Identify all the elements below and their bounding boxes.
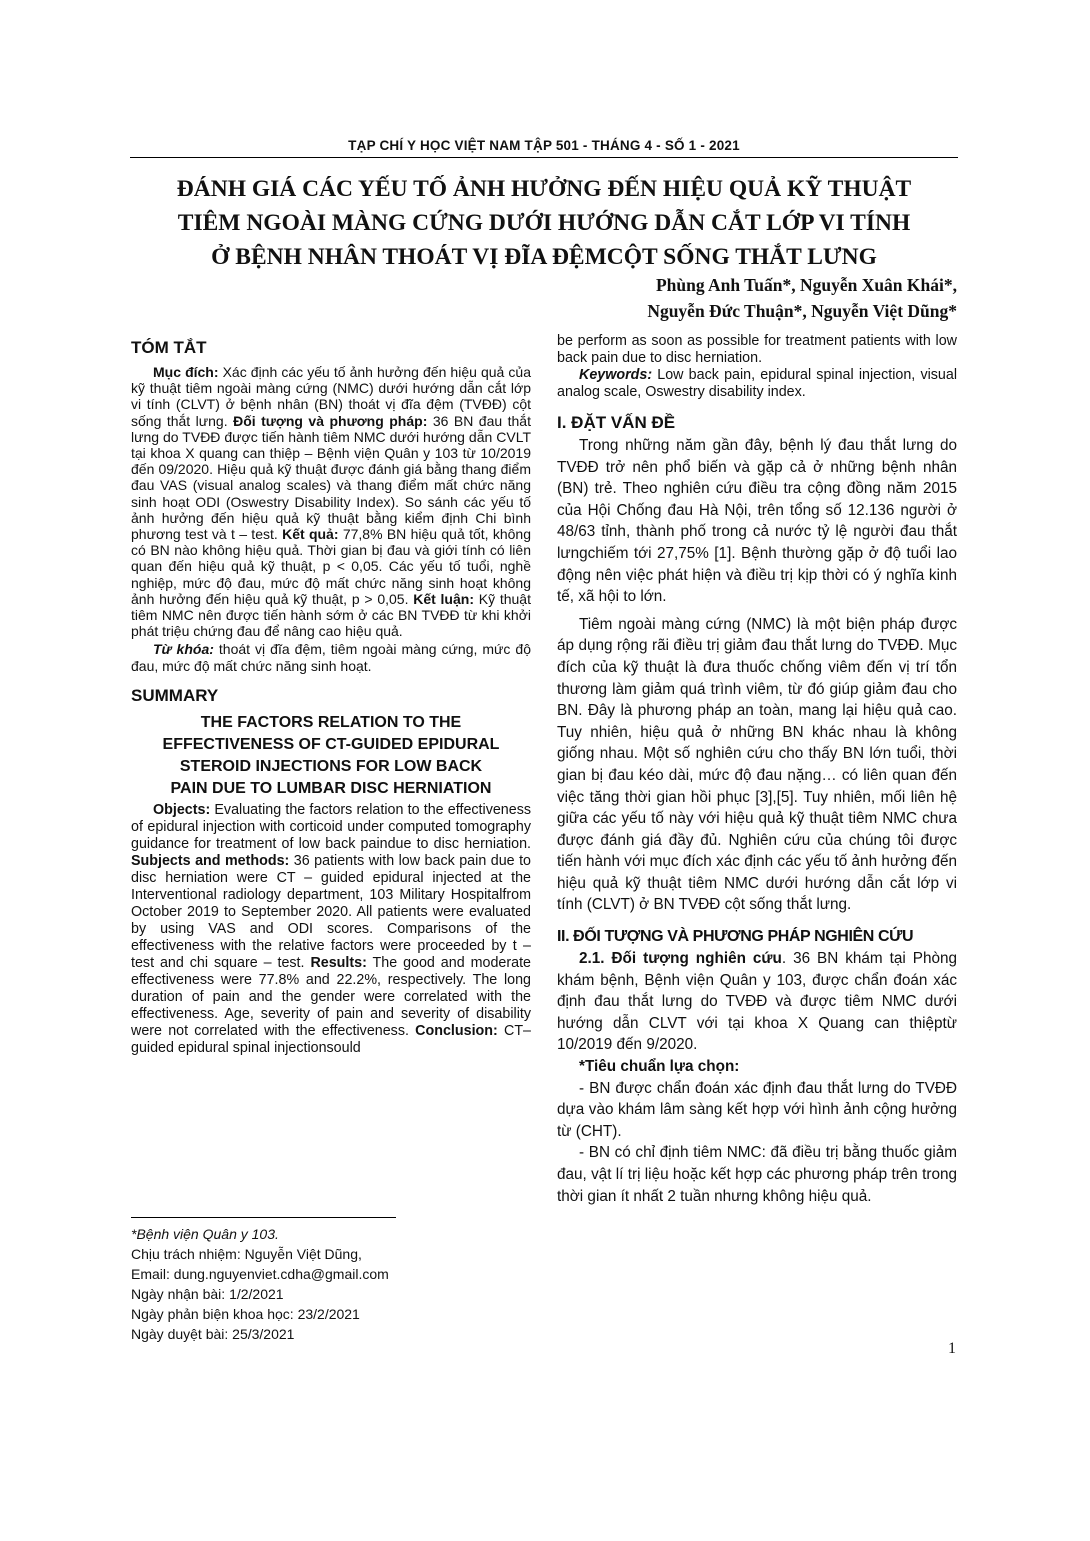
section-heading: I. ĐẶT VẤN ĐỀ — [557, 413, 676, 432]
abstract-label: Kết quả: — [282, 526, 339, 543]
affiliation-note: *Bệnh viện Quân y 103. — [131, 1226, 279, 1242]
body-paragraph: 2.1. Đối tượng nghiên cứu. 36 BN khám tại Phòng khám bệnh, Bệnh viện Quân y 103, được chẩn đoán xác định đau thắt lưng do TVĐĐ và được tiêm NMC dưới hướng dẫn CLVT với tại khoa X Quang can thiệptừ 10/2019 đến 9/2020. — [557, 950, 958, 1054]
author-line: Phùng Anh Tuấn*, Nguyễn Xuân Khái*, — [655, 275, 957, 295]
criteria-item: - BN được chẩn đoán xác định đau thắt lưng do TVĐĐ dựa vào khám lâm sàng kết hợp với hình ảnh cộng hưởng từ (CHT). — [557, 1079, 957, 1140]
header-divider — [130, 157, 958, 158]
english-abstract: Objects: Evaluating the factors relation to the effectiveness of epidural injection with corticoid under computed tomography guidance for treatment of low back paindue to disc herniation. Subjects and methods: 36 patients with low back pain due to disc herniation were CT – guided epidural injected at the Interventional radiology department, 103 Military Hospitalfrom October 2019 to September 2020. All patients were evaluated by using VAS and ODI scores. Comparisons of the effectiveness with the relative factors were proceeded by t – test and chi square – test. Results: The good and moderate effectiveness were 77.8% and 22.2%, respectively. The long duration of pain and the gender were correlated with the effectiveness. Age, severity of pain and severity of disability were not correlated with the effectiveness. Conclusion: CT–guided epidural spinal injectionsould — [131, 801, 532, 1056]
section-heading: II. ĐỐI TƯỢNG VÀ PHƯƠNG PHÁP NGHIÊN CỨU — [557, 928, 914, 946]
title-line: Ở BỆNH NHÂN THOÁT VỊ ĐĨA ĐỆMCỘT SỐNG THẮT LƯNG — [211, 244, 877, 270]
english-abstract-continued: be perform as soon as possible for treatment patients with low back pain due to disc herniation. — [557, 333, 957, 366]
abstract-label: Objects: — [153, 801, 211, 818]
criteria-item: - BN có chỉ định tiêm NMC: đã điều trị bằng thuốc giảm đau, vật lí trị liệu hoặc kết hợp các phương pháp trên trong thời gian ít nhất 2 tuần nhưng không hiệu quả. — [557, 1144, 957, 1205]
footnote-divider — [131, 1217, 396, 1218]
left-column — [131, 338, 531, 1057]
keywords-label: Từ khóa: — [153, 641, 214, 658]
criteria-heading: *Tiêu chuẩn lựa chọn: — [579, 1058, 740, 1076]
abstract-label: Conclusion: — [415, 1022, 498, 1039]
body-paragraph: Trong những năm gần đây, bệnh lý đau thắt lưng do TVĐĐ trở nên phổ biến và gặp cả ở những bệnh nhân (BN) trẻ. Theo nghiên cứu điều tra cộng đồng năm 2015 của Hội Chống đau Hà Nội, trên tổng số 12.136 người ở 48/63 tỉnh, thành phố trong cả nước tỷ lệ người đau thắt lưngchiếm tới 27,75% [1]. Bệnh thường gặp ở độ tuổi lao động nên việc phát hiện và điều trị kịp thời có ý nghĩa kinh tế, xã hội to lớn. — [557, 437, 957, 606]
abstract-label: Mục đích: — [153, 364, 219, 380]
author-line: Nguyễn Đức Thuận*, Nguyễn Việt Dũng* — [647, 301, 957, 321]
right-column — [557, 333, 957, 1207]
author-list — [647, 272, 957, 324]
vietnamese-abstract: Mục đích: Xác định các yếu tố ảnh hưởng đến hiệu quả của kỹ thuật tiêm ngoài màng cứng (NMC) dưới hướng dẫn cắt lớp vi tính (CLVT) ở bệnh nhân (BN) thoát vị đĩa đệm (TVĐĐ) cột sống thắt lưng. Đối tượng và phương pháp: 36 BN đau thắt lưng do TVĐĐ được tiến hành tiêm NMC dưới hướng dẫn CVLT tại khoa X quang can thiệp – Bệnh viện Quân y 103 từ 10/2019 đến 09/2020. Hiệu quả kỹ thuật được đánh giá bằng thang điểm đau VAS (visual analog scales) và thang điểm mất chức năng sinh hoạt ODI (Oswestry Disability Index). So sánh các yếu tố ảnh hưởng đến hiệu quả kỹ thuật bằng kiểm định Chi bình phương test và t – test. Kết quả: 77,8% BN hiệu quả tốt, không có BN nào không hiệu quả. Thời gian bị đau và giới tính có liên quan đến hiệu quả kỹ thuật, p < 0,05. Các yếu tố tuổi, nghề nghiệp, mức độ đau, mức độ mất chức năng sinh hoạt không ảnh hưởng đến hiệu quả kỹ thuật, p > 0,05. Kết luận: Kỹ thuật tiêm NMC nên được tiến hành sớm ở các BN TVĐĐ từ khi khởi phát triệu chứng đau để nâng cao hiệu quả. — [131, 364, 531, 640]
footnotes — [131, 1224, 531, 1344]
responsible-author: Chịu trách nhiệm: Nguyễn Việt Dũng, — [131, 1246, 362, 1262]
body-paragraph: Tiêm ngoài màng cứng (NMC) là một biện pháp được áp dụng rộng rãi điều trị giảm đau thắt lưng do TVĐĐ. Mục đích của kỹ thuật là đưa thuốc chống viêm đến vị trí tổn thương làm giảm quá trình viêm, từ đó giúp giảm đau cho BN. Đây là phương pháp an toàn, mang lại hiệu quả cao. Tuy nhiên, hiệu quả ở những BN khác nhau là không giống nhau. Một số nghiên cứu cho thấy BN lớn tuổi, thời gian bị đau kéo dài, mức độ đau nặng… có liên quan đến việc tăng thời gian hồi phục [3],[5]. Tuy nhiên, mối liên hệ giữa các yếu tố này với hiệu quả kỹ thuật tiêm NMC chưa được đánh giá đầy đủ. Nghiên cứu của chúng tôi được tiến hành với mục đích xác định các yếu tố ảnh hưởng đến hiệu quả kỹ thuật tiêm NMC dưới hướng dẫn cắt lớp vi tính (CLVT) ở BN TVĐĐ cột sống thắt lưng. — [557, 615, 957, 914]
summary-title: THE FACTORS RELATION TO THE EFFECTIVENESS OF CT-GUIDED EPIDURAL STEROID INJECTIONS FOR LOW BACK PAIN DUE TO LUMBAR DISC HERNIATION — [162, 713, 500, 797]
subsection-label: 2.1. Đối tượng nghiên cứu — [579, 950, 782, 968]
summary-heading: SUMMARY — [131, 685, 219, 705]
page-number: 1 — [948, 1340, 956, 1357]
abstract-label: Kết luận: — [413, 590, 474, 607]
abstract-label: Đối tượng và phương pháp: — [233, 412, 428, 429]
review-date: Ngày phản biện khoa học: 23/2/2021 — [131, 1306, 360, 1322]
journal-header: TẠP CHÍ Y HỌC VIỆT NAM TẬP 501 - THÁNG 4 - SỐ 1 - 2021 — [348, 138, 740, 153]
abstract-label: Subjects and methods: — [131, 852, 290, 869]
author-email: Email: dung.nguyenviet.cdha@gmail.com — [131, 1266, 389, 1282]
vietnamese-keywords: Từ khóa: thoát vị đĩa đệm, tiêm ngoài màng cứng, mức độ đau, mức độ mất chức năng sinh hoạt. — [131, 641, 531, 674]
abstract-label: Results: — [310, 954, 367, 971]
tom-tat-heading: TÓM TẮT — [131, 338, 207, 357]
title-line: TIÊM NGOÀI MÀNG CỨNG DƯỚI HƯỚNG DẪN CẮT LỚP VI TÍNH — [177, 210, 911, 236]
keywords-label: Keywords: — [579, 367, 653, 383]
article-title — [130, 172, 958, 274]
english-keywords: Keywords: Low back pain, epidural spinal injection, visual analog scale, Oswestry disability index. — [557, 367, 957, 400]
title-line: ĐÁNH GIÁ CÁC YẾU TỐ ẢNH HƯỞNG ĐẾN HIỆU QUẢ KỸ THUẬT — [176, 176, 912, 202]
accepted-date: Ngày duyệt bài: 25/3/2021 — [131, 1326, 295, 1342]
received-date: Ngày nhận bài: 1/2/2021 — [131, 1286, 284, 1302]
